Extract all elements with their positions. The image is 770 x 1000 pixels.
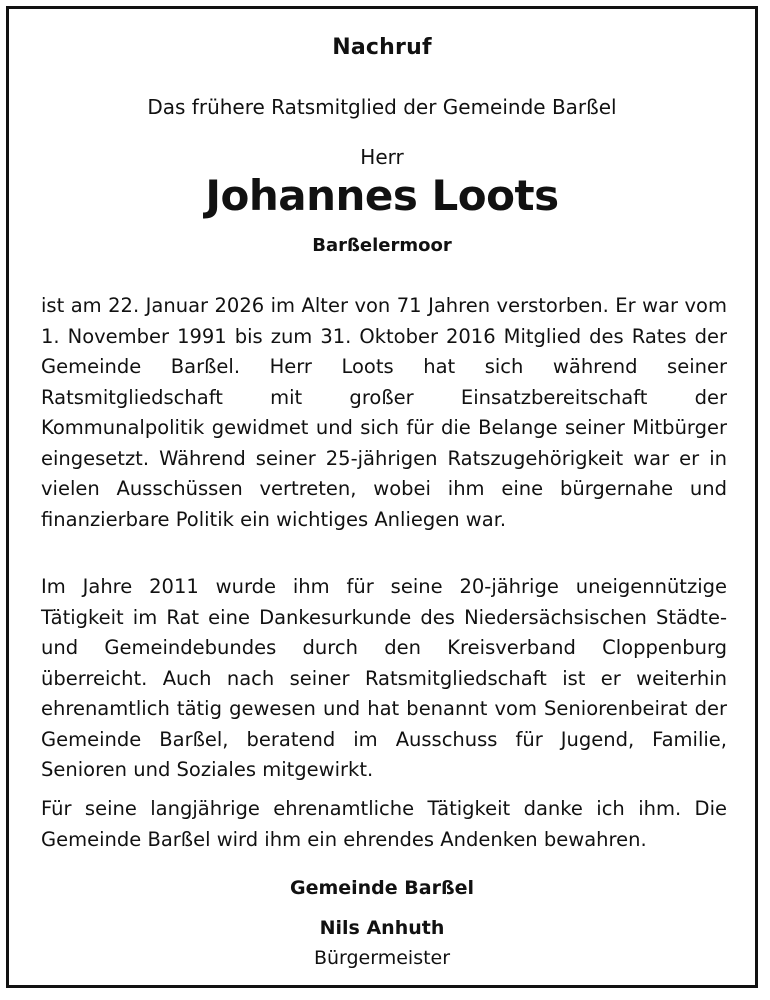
notice-heading: Nachruf bbox=[332, 35, 432, 60]
hometown: Barßelermoor bbox=[312, 235, 452, 256]
signature-role: Bürgermeister bbox=[313, 947, 451, 969]
signature-name: Nils Anhuth bbox=[319, 917, 445, 939]
signature-organization: Gemeinde Barßel bbox=[289, 877, 475, 899]
deceased-name: Johannes Loots bbox=[205, 171, 559, 220]
salutation: Herr bbox=[360, 145, 404, 169]
body-paragraph-3: Für seine langjährige ehrenamtliche Tätigkeit danke ich ihm. Die Gemeinde Barßel wird ihm ein ehrendes Andenken bewahren. bbox=[41, 797, 727, 851]
obituary-notice bbox=[6, 6, 758, 988]
body-paragraph-2: Im Jahre 2011 wurde ihm für seine 20-jährige uneigennützige Tätigkeit im Rat eine Dankesurkunde des Niedersächsischen Städte- und Gemeindebundes durch den Kreisverband Cloppenburg überreicht. Auch nach seiner Ratsmitgliedschaft ist er weiterhin ehrenamtlich tätig gewesen und hat benannt vom Seniorenbeirat der Gemeinde Barßel, beratend im Ausschuss für Jugend, Familie, Senioren und Soziales mitgewirkt. bbox=[41, 575, 727, 781]
notice-intro: Das frühere Ratsmitglied der Gemeinde Barßel bbox=[147, 95, 617, 119]
body-paragraph-1: ist am 22. Januar 2026 im Alter von 71 Jahren verstorben. Er war vom 1. November 1991 bis zum 31. Oktober 2016 Mitglied des Rates der Gemeinde Barßel. Herr Loots hat sich während seiner Ratsmitgliedschaft mit großer Einsatzbereitschaft der Kommunalpolitik gewidmet und sich für die Belange seiner Mitbürger eingesetzt. Während seiner 25-jährigen Ratszugehörigkeit war er in vielen Ausschüssen vertreten, wobei ihm eine bürgernahe und finanzierbare Politik ein wichtiges Anliegen war. bbox=[41, 294, 727, 531]
